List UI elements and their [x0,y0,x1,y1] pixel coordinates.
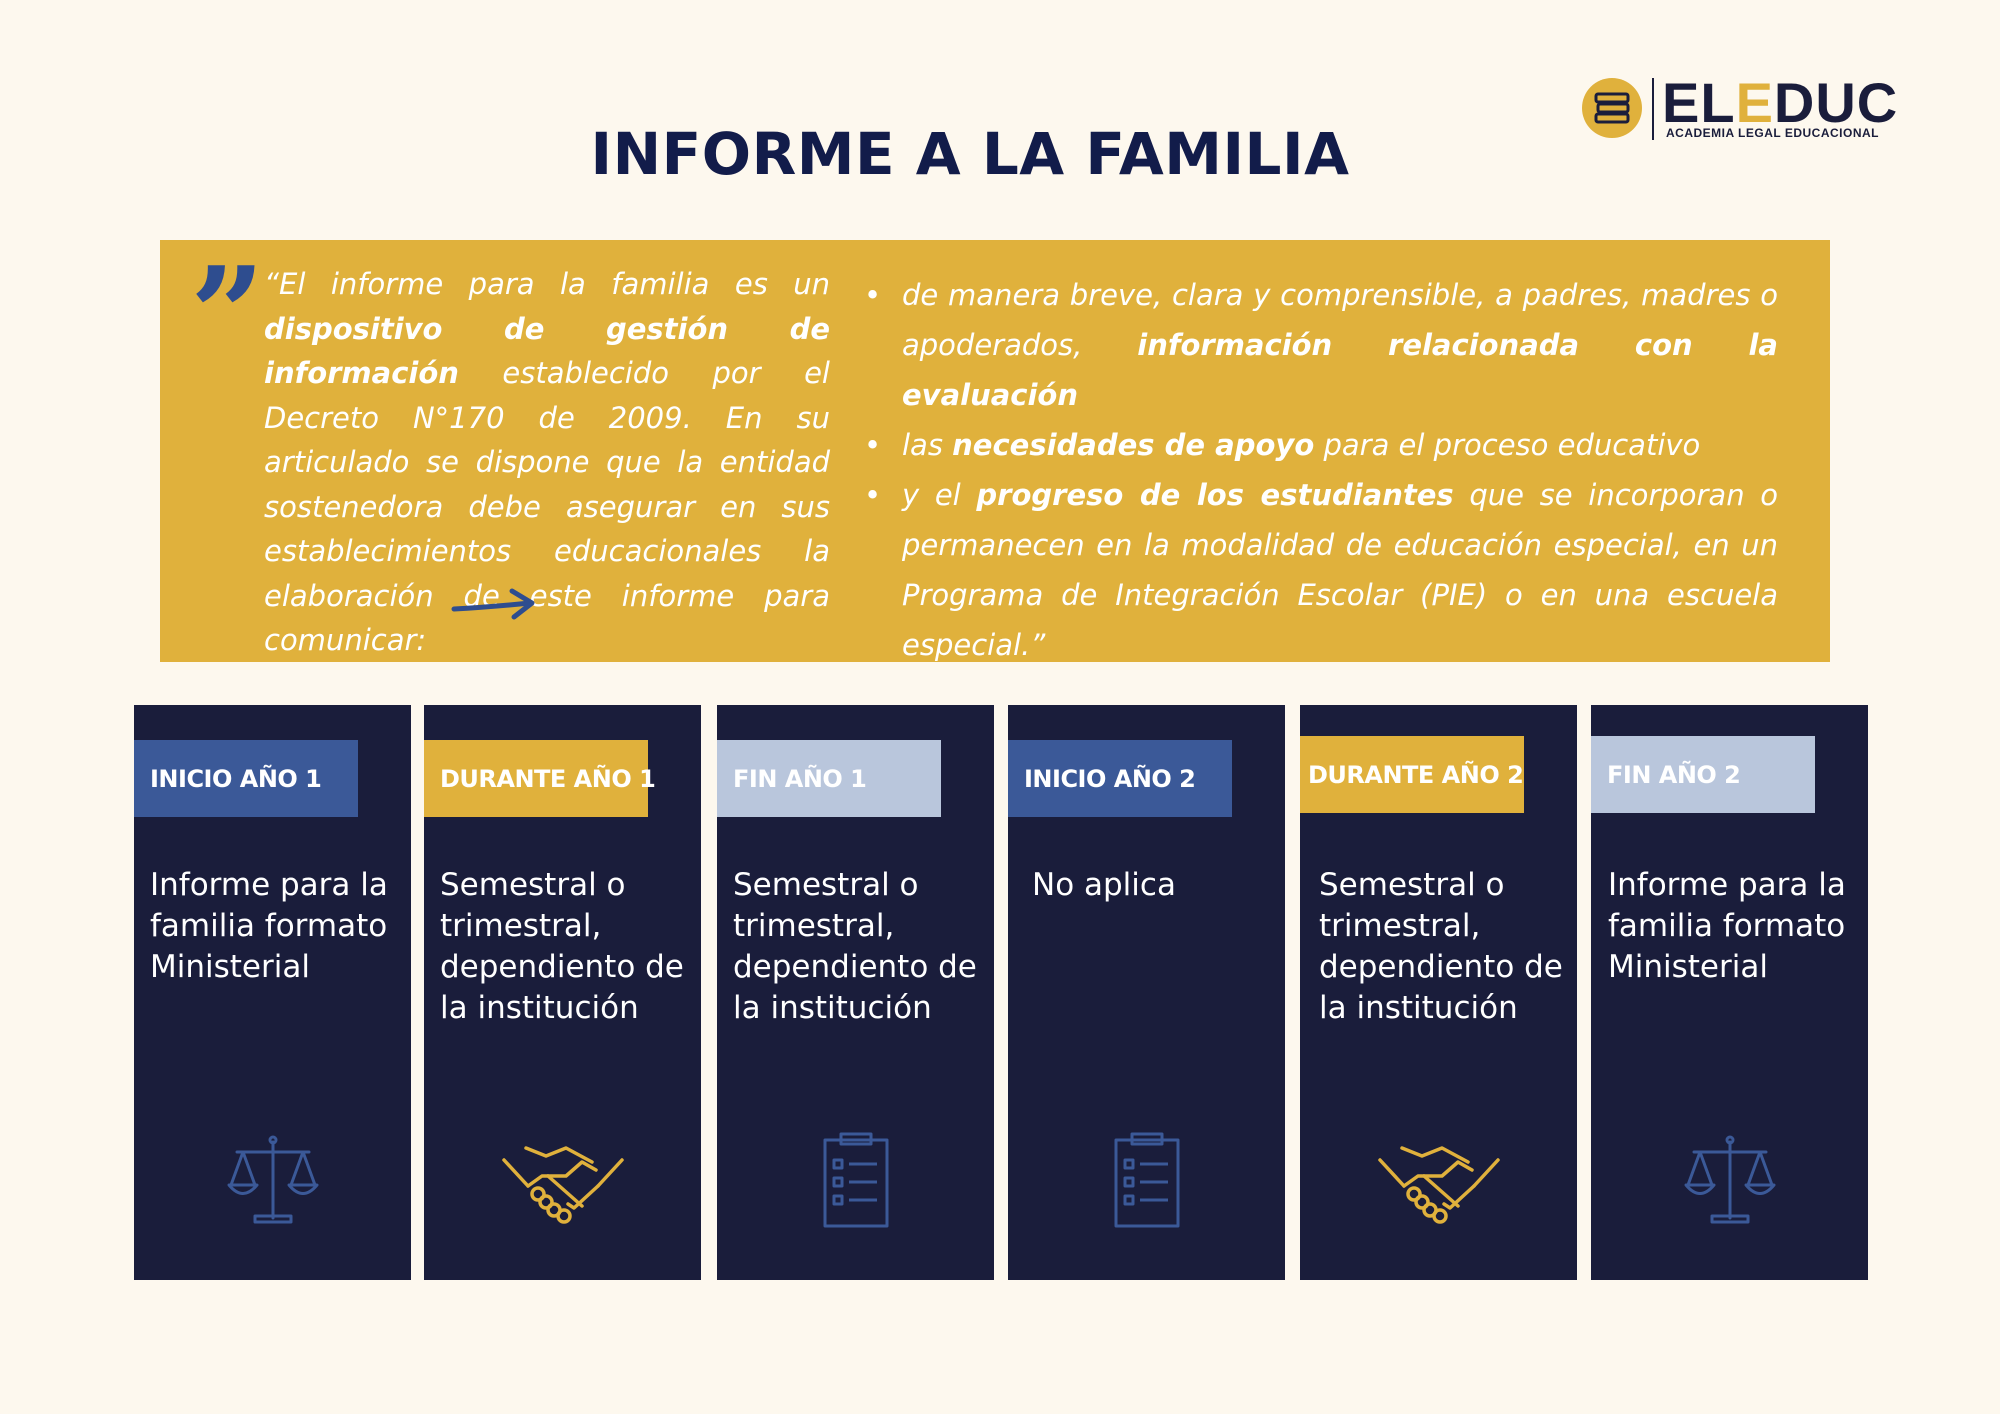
card-text: Informe para la familia formato Ministerial [150,867,388,985]
clipboard-icon [1008,1130,1285,1235]
card-label: INICIO AÑO 2 [1008,740,1232,817]
quote-box [160,240,1830,662]
card-label: DURANTE AÑO 1 [424,740,648,817]
logo-wordmark: ELEDUC [1662,71,1899,134]
quote-bullet-list [900,270,1778,670]
quote-bullet-item: • y el progreso de los estudiantes que se incorporan o permanecen en la modalidad de educación especial, en un Programa de Integración Escolar (PIE) o en una escuela especial.” [900,470,1778,670]
timeline-card-durante-ano-1 [424,705,701,1280]
card-text: Semestral o trimestral, dependiento de la institución [440,867,684,1026]
handshake-icon [1300,1130,1577,1235]
page-title: INFORME A LA FAMILIA [590,120,1350,188]
card-label: INICIO AÑO 1 [134,740,358,817]
quote-left-text: “El informe para la familia es un dispositivo de gestión de información establecido por el Decreto N°170 de 2009. En su articulado se dispone que la entidad sostenedora debe asegurar en sus establecimientos educacionales la elaboración de este informe para comunicar: [264,267,830,657]
card-text: No aplica [1032,867,1176,903]
scales-icon [134,1130,411,1235]
scales-icon [1591,1130,1868,1235]
timeline-card-fin-ano-2 [1591,705,1868,1280]
arrow-right-icon [450,585,540,625]
timeline-card-inicio-ano-2 [1008,705,1285,1280]
quote-bullet-item: • las necesidades de apoyo para el proceso educativo [900,420,1778,470]
quote-bullet-item: • de manera breve, clara y comprensible, a padres, madres o apoderados, información relacionada con la evaluación [900,270,1778,420]
card-label: FIN AÑO 1 [717,740,941,817]
card-text: Semestral o trimestral, dependiento de la institución [733,867,977,1026]
card-label: DURANTE AÑO 2 [1300,736,1524,813]
clipboard-icon [717,1130,994,1235]
timeline-card-inicio-ano-1 [134,705,411,1280]
card-text: Informe para la familia formato Ministerial [1608,867,1846,985]
quote-mark-icon: ” [190,238,265,391]
timeline-card-fin-ano-1 [717,705,994,1280]
card-text: Semestral o trimestral, dependiento de la institución [1319,867,1563,1026]
timeline-card-durante-ano-2 [1300,705,1577,1280]
card-label: FIN AÑO 2 [1591,736,1815,813]
handshake-icon [424,1130,701,1235]
logo-tagline: ACADEMIA LEGAL EDUCACIONAL [1666,126,1879,140]
